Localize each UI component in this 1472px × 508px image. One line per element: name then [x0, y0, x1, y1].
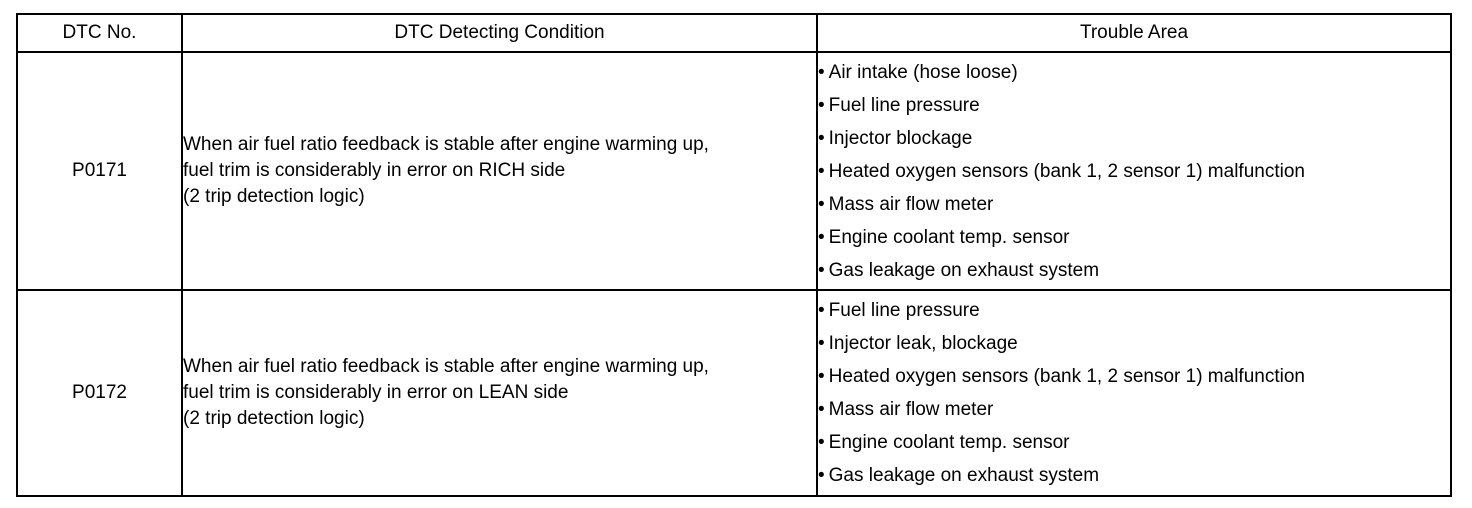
- dtc-code-cell: P0172: [17, 290, 182, 496]
- condition-line: fuel trim is considerably in error on LEAN side: [183, 382, 569, 403]
- trouble-area-item: • Engine coolant temp. sensor: [818, 426, 1450, 459]
- trouble-area-item: • Fuel line pressure: [818, 89, 1450, 122]
- table-row: [17, 290, 1451, 496]
- trouble-area-list: [818, 294, 1450, 492]
- trouble-area-cell: [817, 52, 1451, 290]
- dtc-table: [16, 13, 1452, 497]
- trouble-area-item: • Engine coolant temp. sensor: [818, 221, 1450, 254]
- trouble-area-item: • Injector leak, blockage: [818, 327, 1450, 360]
- trouble-area-item: • Mass air flow meter: [818, 393, 1450, 426]
- trouble-area-item: • Heated oxygen sensors (bank 1, 2 sensor 1) malfunction: [818, 360, 1450, 393]
- trouble-area-item: • Heated oxygen sensors (bank 1, 2 sensor 1) malfunction: [818, 155, 1450, 188]
- header-trouble-area: Trouble Area: [817, 14, 1451, 52]
- table-row: [17, 52, 1451, 290]
- condition-line: When air fuel ratio feedback is stable after engine warming up,: [183, 356, 709, 377]
- condition-line: (2 trip detection logic): [183, 186, 365, 207]
- trouble-area-item: • Air intake (hose loose): [818, 56, 1450, 89]
- trouble-area-cell: [817, 290, 1451, 496]
- condition-line: (2 trip detection logic): [183, 408, 365, 429]
- condition-line: fuel trim is considerably in error on RICH side: [183, 160, 566, 181]
- table-header: [17, 14, 1451, 52]
- trouble-area-item: • Fuel line pressure: [818, 294, 1450, 327]
- trouble-area-item: • Gas leakage on exhaust system: [818, 254, 1450, 287]
- condition-cell: [182, 52, 817, 290]
- header-dtc-no: DTC No.: [17, 14, 182, 52]
- trouble-area-list: [818, 56, 1450, 287]
- condition-cell: [182, 290, 817, 496]
- header-row: [17, 14, 1451, 52]
- header-detecting-condition: DTC Detecting Condition: [182, 14, 817, 52]
- dtc-code-cell: P0171: [17, 52, 182, 290]
- trouble-area-item: • Mass air flow meter: [818, 188, 1450, 221]
- condition-line: When air fuel ratio feedback is stable after engine warming up,: [183, 134, 709, 155]
- trouble-area-item: • Injector blockage: [818, 122, 1450, 155]
- trouble-area-item: • Gas leakage on exhaust system: [818, 459, 1450, 492]
- table-body: [17, 52, 1451, 496]
